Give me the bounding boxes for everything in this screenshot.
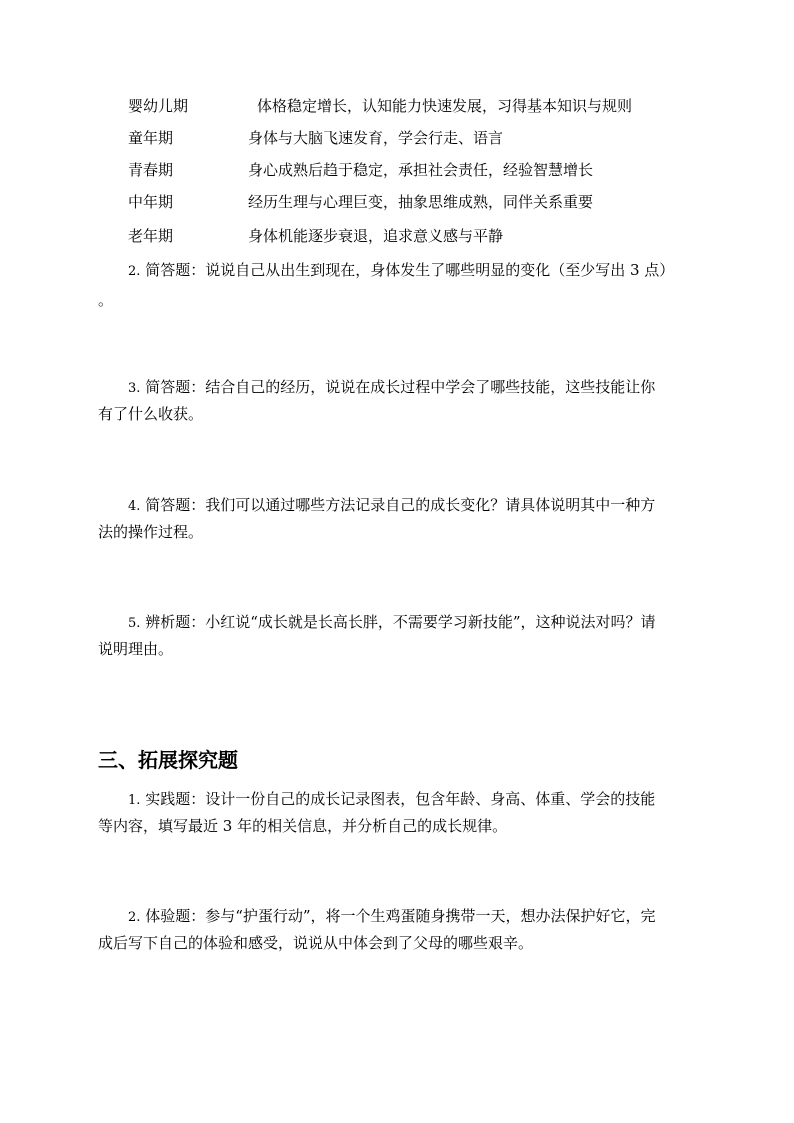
stage-desc: 身体机能逐步衰退，追求意义感与平静 (248, 227, 504, 245)
question-text-cont: 说明理由。 (98, 640, 174, 658)
stage-desc: 经历生理与心理巨变，抽象思维成熟，同伴关系重要 (248, 193, 594, 211)
question-text-cont: 成后写下自己的体验和感受，说说从中体会到了父母的哪些艰辛。 (98, 934, 534, 952)
stage-name: 童年期 (128, 129, 174, 147)
question-number: 4. (128, 499, 141, 514)
stage-name: 老年期 (128, 227, 174, 245)
question-number: 1. (128, 793, 141, 808)
stage-desc: 体格稳定增长，认知能力快速发展，习得基本知识与规则 (257, 97, 633, 115)
question-text-cont: 有了什么收获。 (98, 405, 204, 423)
stage-desc: 身体与大脑飞速发育，学会行走、语言 (248, 129, 504, 147)
section-heading: 三、拓展探究题 (98, 748, 238, 772)
stage-name: 中年期 (128, 193, 174, 211)
question-text-cont: 法的操作过程。 (98, 523, 204, 541)
question-text: 简答题：结合自己的经历，说说在成长过程中学会了哪些技能，这些技能让你 (145, 378, 656, 396)
question-number: 2. (128, 910, 141, 925)
question-number: 5. (128, 616, 141, 631)
stage-name: 青春期 (128, 161, 174, 179)
stage-desc: 身心成熟后趋于稳定，承担社会责任，经验智慧增长 (248, 161, 594, 179)
question-text: 简答题：说说自己从出生到现在，身体发生了哪些明显的变化（至少写出 3 点） (145, 261, 675, 279)
question-number: 3. (128, 381, 141, 396)
question-text: 辨析题：小红说“成长就是长高长胖，不需要学习新技能”，这种说法对吗？请 (145, 613, 656, 631)
question-number: 2. (128, 264, 141, 279)
question-text: 简答题：我们可以通过哪些方法记录自己的成长变化？请具体说明其中一种方 (145, 496, 656, 514)
stage-name: 婴幼儿期 (128, 97, 189, 115)
question-text: 实践题：设计一份自己的成长记录图表，包含年龄、身高、体重、学会的技能 (145, 790, 656, 808)
question-text-cont: 。 (98, 291, 114, 309)
question-text-cont: 等内容，填写最近 3 年的相关信息，并分析自己的成长规律。 (98, 817, 508, 835)
question-text: 体验题：参与“护蛋行动”，将一个生鸡蛋随身携带一天，想办法保护好它，完 (145, 907, 656, 925)
